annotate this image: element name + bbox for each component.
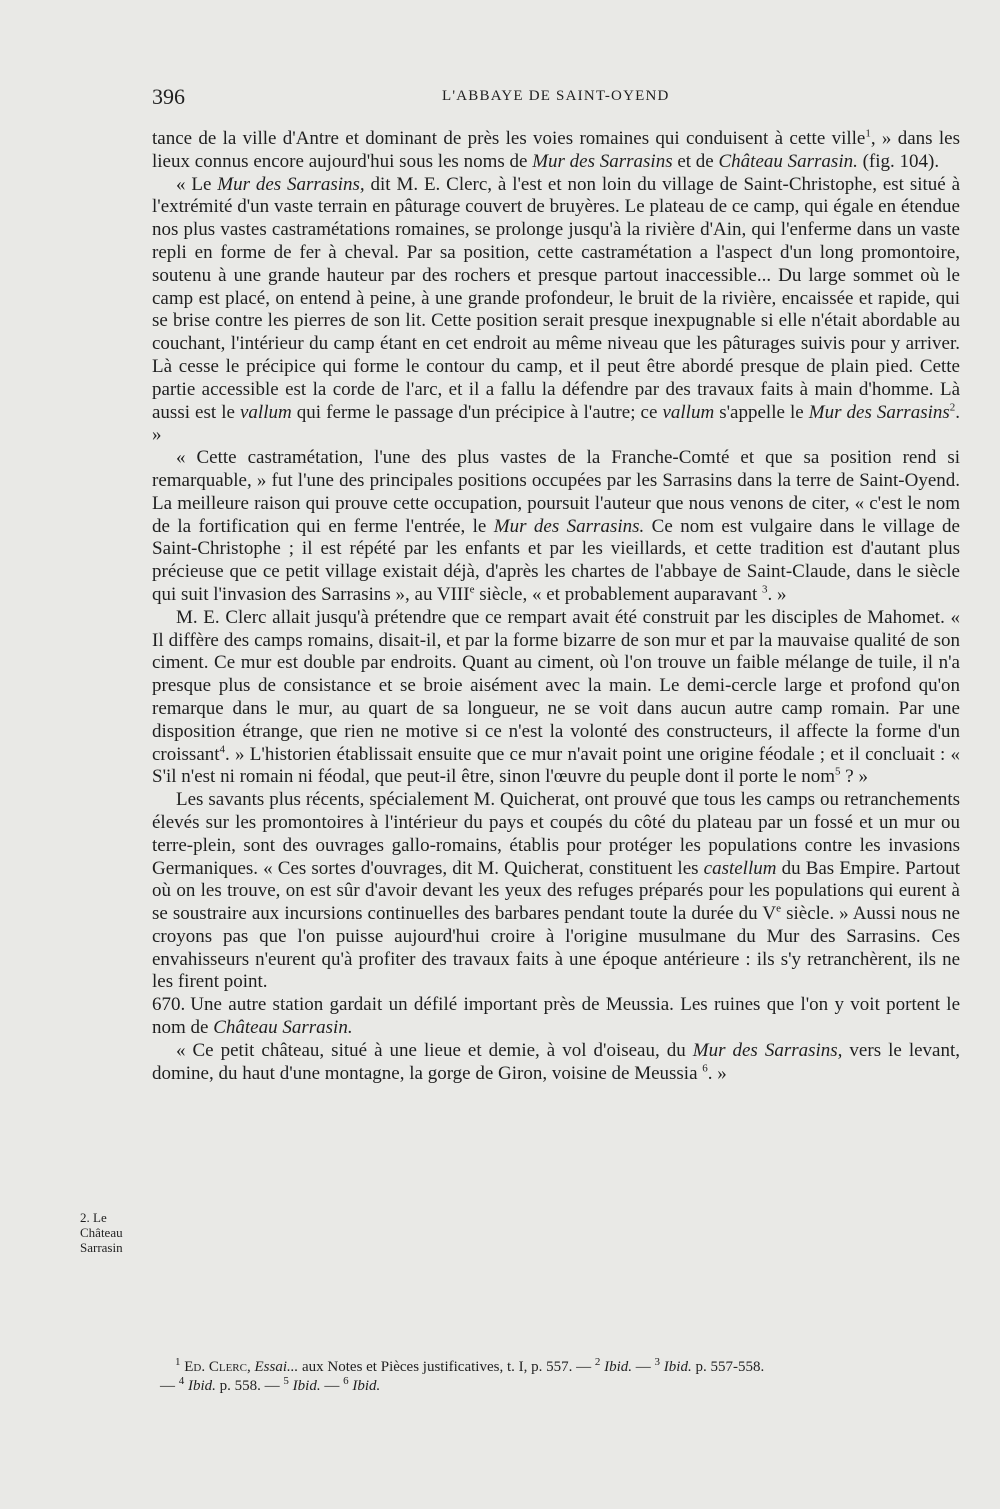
text-run: . » [152,401,961,446]
footnote-number: 1 [175,1356,181,1368]
italic-term: vallum [662,401,715,423]
footnote-ref: 4 [219,743,226,756]
footnote-ref: 3 [762,583,768,596]
text-run: — [320,1378,344,1394]
footnote-number: 4 [178,1375,185,1387]
italic-term: vallum [240,401,292,423]
text-run: s'appelle le [714,401,809,423]
text-run: tance de la ville d'Antre et dominant de près les voies romaines qui conduisent à cette ville [152,128,866,149]
text-run: et de [672,150,719,172]
paragraph-3 [152,447,960,607]
superscript: e [776,902,782,915]
text-run: p. 558. — [215,1378,284,1394]
footnote-author: Ed. Clerc, [184,1359,251,1375]
text-run: siècle, « et probablement auparavant [474,583,762,605]
paragraph-6 [152,994,960,1040]
text-run: vers le levant, domine, du haut d'une montagne, la gorge de Giron, voisine de Meussia [152,1039,960,1084]
footnote-line [160,1358,960,1377]
text-run: — [160,1378,179,1394]
text-run: siècle. » Aussi nous ne croyons pas que l'on puisse aujourd'hui croire à l'origine musulmane du Mur des Sarrasins. Ces envahisseurs n'eurent qu'à profiter des travaux faits à une époque antérieure : ils s'y retranchèrent, ils ne les firent point. [152,903,960,993]
text-run: du Bas Empire. Partout où on les trouve, on est sûr d'avoir devant les yeux des refuges préparés pour les populations qui eurent à se soustraire aux incursions continuelles des barbares pendant toute la durée du V [152,857,960,925]
text-run: (fig. 104). [857,150,940,172]
footnote-ibid: Ibid. [604,1359,633,1375]
footnotes [160,1358,960,1396]
text-run: p. 557-558. [691,1359,765,1375]
text-run: « Le [176,173,218,195]
text-run: Une autre station gardait un défilé important près de Meussia. Les ruines que l'on y voit portent le nom de [152,994,960,1039]
italic-term: Château Sarrasin. [718,150,858,172]
paragraph-7 [152,1040,960,1086]
paragraph-1 [152,128,960,174]
text-run: qui ferme le passage d'un précipice à l'autre; ce [291,401,663,423]
footnote-number: 3 [654,1356,661,1368]
text-run: « Cette castramétation, l'une des plus vastes de la Franche-Comté et que sa position rend si remarquable, » fut l'une des principales positions occupées par les Sarrasins dans la terre de Saint-Oyend. La meilleure raison qui prouve cette occupation, poursuit l'auteur que nous venons de citer, « c'est le nom de la fortification qui en ferme l'entrée, le [152,447,960,537]
italic-term: Mur des Sarrasins. [493,515,645,537]
article-number: 670. [152,994,186,1016]
text-run: aux Notes et Pièces justificatives, t. I, p. 557. — [298,1359,595,1375]
italic-term: Mur des Sarrasins, [217,173,365,195]
text-run: dit M. E. Clerc, à l'est et non loin du village de Saint-Christophe, est situé à l'extrémité d'un vaste terrain en pâturage couvert de bruyères. Le plateau de ce camp, qui égale en étendue nos plus vastes castramétations romaines, se prolonge jusqu'à la rivière d'Ain, qui l'enferme dans un vaste repli en forme de fer à cheval. Par sa position, cette castramétation a l'aspect d'un long promontoire, soutenu à une grande hauteur par des rochers et presque partout inaccessible... Du large sommet où le camp est placé, on entend à peine, à une grande profondeur, le bruit de la rivière, encaissée et rapide, qui se brise contre les pierres de son lit. Cette position serait presque inexpugnable si elle n'était abordable au couchant, l'intérieur du camp étant en cet endroit au même niveau que les pâturages suivis pour y arriver. Là cesse le précipice qui forme le contour du camp, et il peut être abordé presque de plain pied. Cette partie accessible est la corde de l'arc, et il a fallu la défendre par des travaux faits à main d'homme. Là aussi est le [152,173,960,423]
footnote-ref: 2 [949,401,956,414]
text-run: « Ce petit château, situé à une lieue et demie, à vol d'oiseau, du [176,1039,693,1061]
footnote-title: Essai... [254,1359,299,1375]
page-number: 396 [152,84,185,109]
footnote-ibid: Ibid. [663,1359,692,1375]
text-run: . » [707,1062,727,1084]
footnote-ref: 6 [702,1062,708,1075]
footnote-ibid: Ibid. [292,1378,321,1394]
margin-note: 2. Le Château Sarrasin [80,1210,123,1255]
footnote-number: 6 [343,1375,349,1387]
italic-term: castellum [703,857,777,879]
footnote-ibid: Ibid. [352,1378,381,1394]
italic-term: Mur des Sarrasins [532,150,673,172]
text-run: Ce nom est vulgaire dans le village de Saint-Christophe ; il est répété par les enfants et par les vieillards, et cette tradition est d'autant plus précieuse que ce petit village existait déjà, d'après les chartes de l'abbaye de Saint-Claude, dans le siècle qui suit l'invasion des Sarrasins », au VIII [152,515,960,605]
footnote-line [160,1377,960,1396]
paragraph-4 [152,607,960,789]
italic-term: Château Sarrasin. [213,1017,353,1039]
text-run: — [632,1359,655,1375]
page-header [152,84,960,114]
text-run: ? » [840,766,868,788]
text-run: . » L'historien établissait ensuite que ce mur n'avait point une origine féodale ; et il concluait : « S'il n'est ni romain ni féodal, que peut-il être, sinon l'œuvre du peuple dont il porte le nom [152,743,960,788]
text-run: Les savants plus récents, spécialement M. Quicherat, ont prouvé que tous les camps ou retranchements élevés sur les promontoires à l'intérieur du pays et coupés du côté du plateau par un fossé et un mur ou terre-plein, sont des ouvrages gallo-romains, établis pour protéger les populations contre les invasions Germaniques. « Ces sortes d'ouvrages, dit M. Quicherat, constituent les [152,789,960,879]
italic-term: Mur des Sarrasins, [692,1039,843,1061]
footnote-number: 5 [283,1375,289,1387]
footnote-ref: 5 [835,765,841,778]
footnote-number: 2 [594,1356,601,1368]
superscript: e [469,583,475,596]
running-title: L'ABBAYE DE SAINT-OYEND [442,88,670,104]
main-text [152,128,960,1085]
paragraph-2 [152,174,960,448]
footnote-ibid: Ibid. [188,1378,216,1394]
text-run: , » dans les lieux connus encore aujourd'hui sous les noms de [152,128,960,172]
text-run: . » [767,583,787,605]
footnote-ref: 1 [865,127,871,140]
paragraph-5 [152,789,960,994]
text-run: M. E. Clerc allait jusqu'à prétendre que ce rempart avait été construit par les disciples de Mahomet. « Il diffère des camps romains, disait-il, et par la forme bizarre de son mur et par la mauvaise qualité de son ciment. Ce mur est double par endroits. Quant au ciment, où l'on trouve un faible mélange de tuile, il n'a presque plus de consistance et se broie aisément avec la main. Le demi-cercle large et profond qu'on remarque dans le mur, au quart de sa longueur, ne se voit dans aucun autre camp romain. Par une disposition étrange, que rien ne motive si ce n'est la volonté des constructeurs, il affecte la forme d'un croissant [152,606,960,765]
italic-term: Mur des Sarrasins [808,401,950,423]
